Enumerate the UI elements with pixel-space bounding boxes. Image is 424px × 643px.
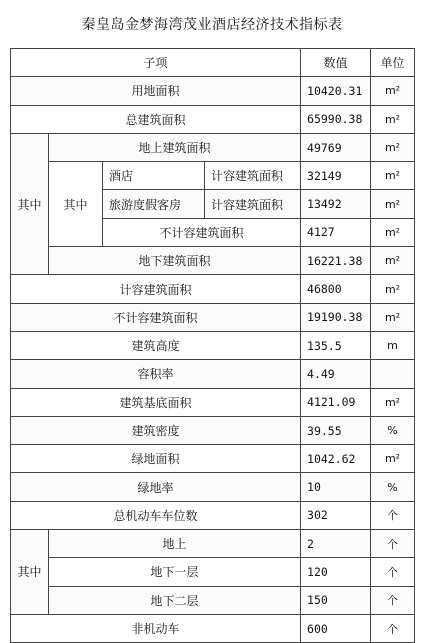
table-row bbox=[11, 105, 415, 133]
row-label: 地下二层 bbox=[49, 586, 301, 614]
table-row bbox=[11, 501, 415, 529]
table-row bbox=[11, 77, 415, 105]
group-label: 其中 bbox=[11, 133, 49, 274]
table-row bbox=[11, 445, 415, 473]
table-row bbox=[11, 303, 415, 331]
row-value: 4121.09 bbox=[301, 388, 371, 416]
row-unit: m² bbox=[371, 303, 415, 331]
row-unit: m² bbox=[371, 105, 415, 133]
row-value: 1042.62 bbox=[301, 445, 371, 473]
row-label: 地下建筑面积 bbox=[49, 247, 301, 275]
row-label: 酒店 bbox=[103, 162, 205, 190]
table-row bbox=[11, 247, 415, 275]
row-label: 建筑基底面积 bbox=[11, 388, 301, 416]
row-value: 10 bbox=[301, 473, 371, 501]
table-row bbox=[11, 275, 415, 303]
row-value: 46800 bbox=[301, 275, 371, 303]
row-value: 13492 bbox=[301, 190, 371, 218]
table-row bbox=[11, 416, 415, 444]
row-value: 2 bbox=[301, 530, 371, 558]
group-label: 其中 bbox=[11, 530, 49, 615]
table-row bbox=[11, 473, 415, 501]
row-value: 120 bbox=[301, 558, 371, 586]
row-label: 地下一层 bbox=[49, 558, 301, 586]
header-unit: 单位 bbox=[371, 49, 415, 77]
row-label: 地上 bbox=[49, 530, 301, 558]
row-label: 不计容建筑面积 bbox=[11, 303, 301, 331]
row-value: 39.55 bbox=[301, 416, 371, 444]
row-unit: 个 bbox=[371, 586, 415, 614]
row-unit: m² bbox=[371, 162, 415, 190]
row-unit: 个 bbox=[371, 558, 415, 586]
row-unit: 个 bbox=[371, 501, 415, 529]
row-value: 135.5 bbox=[301, 331, 371, 359]
table-title: 秦皇岛金梦海湾茂业酒店经济技术指标表 bbox=[81, 17, 343, 33]
row-value: 19190.38 bbox=[301, 303, 371, 331]
table-row bbox=[11, 133, 415, 161]
row-label: 用地面积 bbox=[11, 77, 301, 105]
row-value: 49769 bbox=[301, 133, 371, 161]
table-row bbox=[11, 614, 415, 642]
header-value: 数值 bbox=[301, 49, 371, 77]
table-row bbox=[11, 331, 415, 359]
row-unit: m² bbox=[371, 218, 415, 246]
row-value: 4.49 bbox=[301, 360, 371, 388]
row-value: 4127 bbox=[301, 218, 371, 246]
row-unit: 个 bbox=[371, 530, 415, 558]
row-label: 旅游度假客房 bbox=[103, 190, 205, 218]
row-label: 建筑密度 bbox=[11, 416, 301, 444]
row-label: 地上建筑面积 bbox=[49, 133, 301, 161]
indicator-table bbox=[10, 48, 415, 643]
subgroup-label: 其中 bbox=[49, 162, 103, 247]
row-unit: m² bbox=[371, 275, 415, 303]
row-value: 65990.38 bbox=[301, 105, 371, 133]
row-value: 10420.31 bbox=[301, 77, 371, 105]
row-unit bbox=[371, 360, 415, 388]
table-header-row bbox=[11, 49, 415, 77]
row-value: 150 bbox=[301, 586, 371, 614]
row-unit: m bbox=[371, 331, 415, 359]
row-unit: m² bbox=[371, 445, 415, 473]
row-label: 绿地率 bbox=[11, 473, 301, 501]
row-unit: % bbox=[371, 416, 415, 444]
table-row bbox=[11, 558, 415, 586]
row-unit: m² bbox=[371, 133, 415, 161]
header-item: 子项 bbox=[11, 49, 301, 77]
row-label: 不计容建筑面积 bbox=[103, 218, 301, 246]
row-unit: 个 bbox=[371, 614, 415, 642]
table-row bbox=[11, 586, 415, 614]
row-label: 总建筑面积 bbox=[11, 105, 301, 133]
row-unit: m² bbox=[371, 388, 415, 416]
row-label: 绿地面积 bbox=[11, 445, 301, 473]
row-unit: % bbox=[371, 473, 415, 501]
row-unit: m² bbox=[371, 77, 415, 105]
table-row bbox=[11, 388, 415, 416]
row-sublabel: 计容建筑面积 bbox=[205, 162, 301, 190]
row-label: 非机动车 bbox=[11, 614, 301, 642]
row-label: 计容建筑面积 bbox=[11, 275, 301, 303]
row-unit: m² bbox=[371, 190, 415, 218]
row-sublabel: 计容建筑面积 bbox=[205, 190, 301, 218]
row-value: 600 bbox=[301, 614, 371, 642]
table-row bbox=[11, 360, 415, 388]
row-value: 16221.38 bbox=[301, 247, 371, 275]
row-label: 总机动车车位数 bbox=[11, 501, 301, 529]
row-value: 32149 bbox=[301, 162, 371, 190]
row-label: 容积率 bbox=[11, 360, 301, 388]
row-value: 302 bbox=[301, 501, 371, 529]
table-row bbox=[11, 530, 415, 558]
row-unit: m² bbox=[371, 247, 415, 275]
table-row bbox=[11, 162, 415, 190]
row-label: 建筑高度 bbox=[11, 331, 301, 359]
